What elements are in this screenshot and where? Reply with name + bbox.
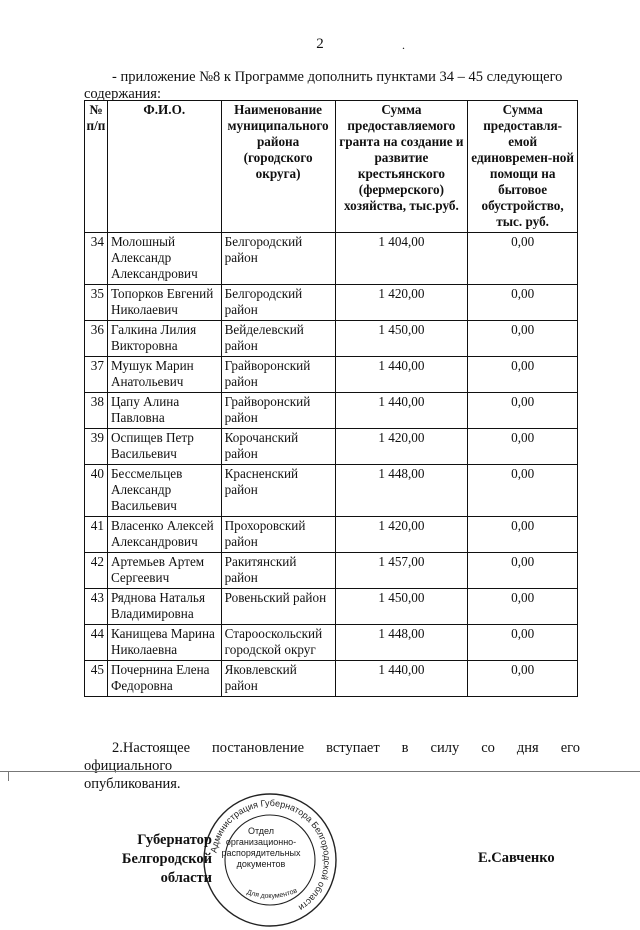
stamp-bottom-text: Для документов (245, 887, 299, 901)
table-row (85, 321, 578, 357)
table-row (85, 625, 578, 661)
row-grant-amount: 1 457,00 (335, 553, 468, 589)
row-grant-amount: 1 440,00 (335, 393, 468, 429)
row-aid-amount: 0,00 (468, 661, 578, 697)
signatory-title-line-2: Белгородской области (121, 851, 212, 886)
row-aid-amount: 0,00 (468, 321, 578, 357)
row-number: 42 (85, 553, 108, 589)
row-name: Молошный Александр Александрович (107, 233, 221, 285)
table-row (85, 589, 578, 625)
stamp-center-line: документов (236, 859, 286, 869)
row-district: Старооскольский городской округ (221, 625, 335, 661)
row-number: 45 (85, 661, 108, 697)
row-grant-amount: 1 448,00 (335, 625, 468, 661)
header-name: Ф.И.О. (107, 101, 221, 233)
row-aid-amount: 0,00 (468, 465, 578, 517)
row-number: 40 (85, 465, 108, 517)
row-grant-amount: 1 420,00 (335, 517, 468, 553)
row-district: Ракитянский район (221, 553, 335, 589)
table-row (85, 553, 578, 589)
header-grant-amount: Сумма предоставляемого гранта на создание и развитие крестьянского (фермерского) хозяйства, тыс.руб. (335, 101, 468, 233)
row-number: 43 (85, 589, 108, 625)
table-row (85, 429, 578, 465)
intro-line-2: содержания: (84, 86, 162, 102)
row-district: Белгородский район (221, 285, 335, 321)
table-row (85, 357, 578, 393)
row-number: 34 (85, 233, 108, 285)
row-district: Яковлевский район (221, 661, 335, 697)
row-aid-amount: 0,00 (468, 625, 578, 661)
stamp-center-text (216, 826, 306, 870)
header-district: Наименование муниципального района (городского округа) (221, 101, 335, 233)
row-district: Белгородский район (221, 233, 335, 285)
row-district: Ровеньский район (221, 589, 335, 625)
header-number: № п/п (85, 101, 108, 233)
row-name: Цапу Алина Павловна (107, 393, 221, 429)
row-grant-amount: 1 404,00 (335, 233, 468, 285)
effective-date-paragraph (84, 739, 580, 793)
row-number: 35 (85, 285, 108, 321)
table-row (85, 661, 578, 697)
row-number: 39 (85, 429, 108, 465)
table-row (85, 393, 578, 429)
row-grant-amount: 1 420,00 (335, 429, 468, 465)
row-name: Топорков Евгений Николаевич (107, 285, 221, 321)
row-aid-amount: 0,00 (468, 517, 578, 553)
margin-mark: . (402, 38, 405, 52)
row-name: Галкина Лилия Викторовна (107, 321, 221, 357)
row-district: Грайворонский район (221, 393, 335, 429)
row-name: Мушук Марин Анатольевич (107, 357, 221, 393)
row-number: 41 (85, 517, 108, 553)
signatory-name: Е.Савченко (478, 850, 555, 866)
row-name: Артемьев Артем Сергеевич (107, 553, 221, 589)
row-aid-amount: 0,00 (468, 553, 578, 589)
row-grant-amount: 1 448,00 (335, 465, 468, 517)
signatory-title (82, 831, 212, 888)
intro-paragraph (84, 69, 580, 103)
table-row (85, 233, 578, 285)
row-aid-amount: 0,00 (468, 429, 578, 465)
row-aid-amount: 0,00 (468, 393, 578, 429)
divider-line (0, 771, 640, 772)
grants-table (84, 100, 578, 697)
row-district: Грайворонский район (221, 357, 335, 393)
table-row (85, 465, 578, 517)
row-grant-amount: 1 450,00 (335, 321, 468, 357)
row-name: Ряднова Наталья Владимировна (107, 589, 221, 625)
row-name: Канищева Марина Николаевна (107, 625, 221, 661)
row-district: Вейделевский район (221, 321, 335, 357)
row-aid-amount: 0,00 (468, 589, 578, 625)
page-number: 2 (316, 36, 324, 52)
row-number: 44 (85, 625, 108, 661)
header-aid-amount: Сумма предоставля-емой единовремен-ной помощи на бытовое обустройство, тыс. руб. (468, 101, 578, 233)
row-name: Бессмельцев Александр Васильевич (107, 465, 221, 517)
table-body (85, 233, 578, 697)
stamp-center-line: организационно- (225, 837, 297, 847)
row-name: Власенко Алексей Александрович (107, 517, 221, 553)
intro-line-1: - приложение №8 к Программе дополнить пунктами 34 – 45 следующего (112, 69, 563, 85)
note-line-1: 2.Настоящее постановление вступает в силу со дня его официального (84, 740, 580, 774)
divider-tick (8, 771, 9, 781)
row-name: Оспищев Петр Васильевич (107, 429, 221, 465)
stamp-center-line: Отдел (247, 826, 275, 836)
row-district: Красненский район (221, 465, 335, 517)
row-number: 37 (85, 357, 108, 393)
row-aid-amount: 0,00 (468, 233, 578, 285)
row-grant-amount: 1 440,00 (335, 661, 468, 697)
row-grant-amount: 1 450,00 (335, 589, 468, 625)
row-aid-amount: 0,00 (468, 285, 578, 321)
row-name: Почернина Елена Федоровна (107, 661, 221, 697)
table-row (85, 285, 578, 321)
row-aid-amount: 0,00 (468, 357, 578, 393)
table-row (85, 517, 578, 553)
row-district: Прохоровский район (221, 517, 335, 553)
signatory-title-line-1: Губернатор (137, 832, 212, 848)
row-number: 36 (85, 321, 108, 357)
stamp-center-line: распорядительных (221, 848, 301, 858)
note-line-2: опубликования. (84, 776, 181, 792)
row-district: Корочанский район (221, 429, 335, 465)
table-header-row (85, 101, 578, 233)
stamp-ring-text: Администрация Губернатора Белгородской области (208, 797, 333, 913)
row-grant-amount: 1 440,00 (335, 357, 468, 393)
row-grant-amount: 1 420,00 (335, 285, 468, 321)
row-number: 38 (85, 393, 108, 429)
